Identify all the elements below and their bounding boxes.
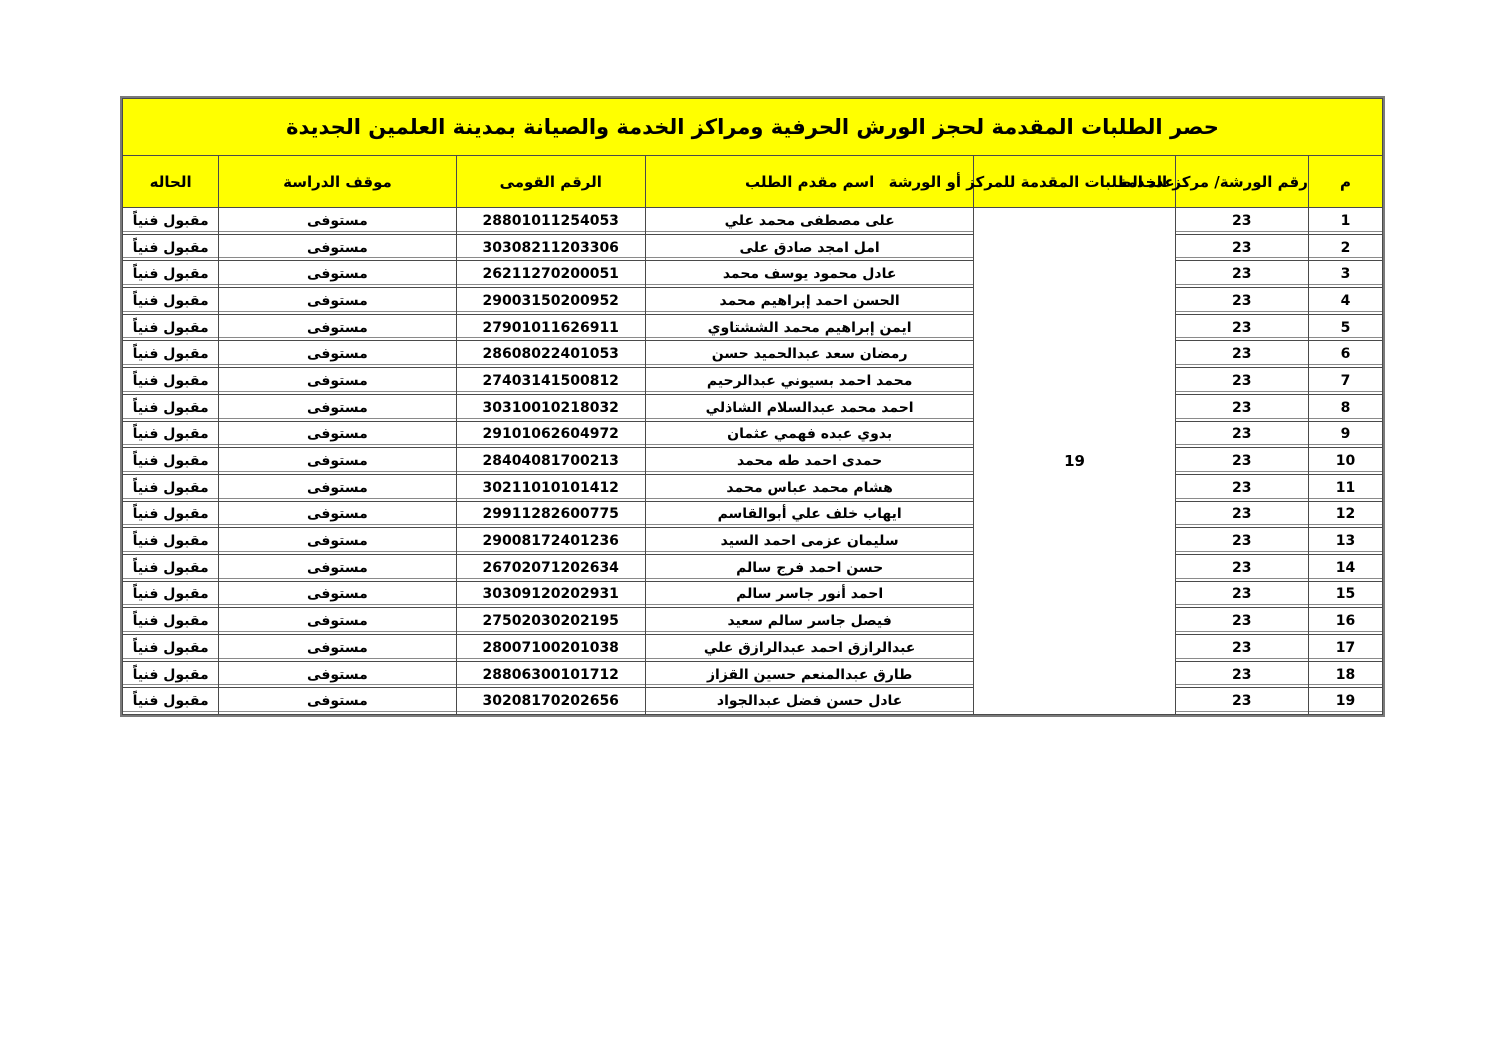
cell-status: مقبول فنياً (123, 288, 219, 315)
cell-name: ايهاب خلف علي أبوالقاسم (645, 501, 974, 528)
applications-table (122, 98, 1383, 715)
cell-name: عادل محمود يوسف محمد (645, 261, 974, 288)
cell-status: مقبول فنياً (123, 688, 219, 715)
cell-index: 12 (1308, 501, 1382, 528)
cell-study-status: مستوفى (219, 608, 456, 635)
cell-study-status: مستوفى (219, 394, 456, 421)
cell-workshop: 23 (1175, 421, 1308, 448)
cell-national-id: 29008172401236 (456, 528, 645, 555)
cell-study-status: مستوفى (219, 448, 456, 475)
cell-name: عبدالرازق احمد عبدالرازق علي (645, 635, 974, 662)
table-body (123, 208, 1383, 715)
cell-status: مقبول فنياً (123, 608, 219, 635)
cell-study-status: مستوفى (219, 314, 456, 341)
cell-national-id: 29911282600775 (456, 501, 645, 528)
table-row (123, 341, 1383, 368)
cell-national-id: 26211270200051 (456, 261, 645, 288)
table-row (123, 314, 1383, 341)
cell-national-id: 28806300101712 (456, 661, 645, 688)
cell-status: مقبول فنياً (123, 368, 219, 395)
cell-index: 7 (1308, 368, 1382, 395)
cell-study-status: مستوفى (219, 688, 456, 715)
cell-workshop: 23 (1175, 234, 1308, 261)
table-row (123, 501, 1383, 528)
cell-status: مقبول فنياً (123, 635, 219, 662)
cell-national-id: 28801011254053 (456, 208, 645, 235)
cell-status: مقبول فنياً (123, 208, 219, 235)
cell-workshop: 23 (1175, 368, 1308, 395)
cell-index: 16 (1308, 608, 1382, 635)
table-row (123, 421, 1383, 448)
cell-name: هشام محمد عباس محمد (645, 474, 974, 501)
cell-name: احمد أنور جاسر سالم (645, 581, 974, 608)
cell-study-status: مستوفى (219, 661, 456, 688)
table-row (123, 661, 1383, 688)
cell-study-status: مستوفى (219, 261, 456, 288)
cell-study-status: مستوفى (219, 368, 456, 395)
cell-status: مقبول فنياً (123, 554, 219, 581)
cell-national-id: 28608022401053 (456, 341, 645, 368)
table-row (123, 288, 1383, 315)
cell-index: 18 (1308, 661, 1382, 688)
cell-national-id: 30310010218032 (456, 394, 645, 421)
cell-index: 6 (1308, 341, 1382, 368)
cell-name: حسن احمد فرج سالم (645, 554, 974, 581)
col-header-count: عدد الطلبات المقدمة للمركز أو الورشة (974, 156, 1175, 208)
sheet-title: حصر الطلبات المقدمة لحجز الورش الحرفية ومراكز الخدمة والصيانة بمدينة العلمين الجديدة (123, 99, 1383, 156)
table-row (123, 208, 1383, 235)
cell-status: مقبول فنياً (123, 394, 219, 421)
cell-name: سليمان عزمى احمد السيد (645, 528, 974, 555)
cell-name: بدوي عبده فهمي عثمان (645, 421, 974, 448)
cell-workshop: 23 (1175, 501, 1308, 528)
cell-study-status: مستوفى (219, 208, 456, 235)
cell-workshop: 23 (1175, 554, 1308, 581)
table-row (123, 581, 1383, 608)
col-header-name: اسم مقدم الطلب (645, 156, 974, 208)
cell-study-status: مستوفى (219, 234, 456, 261)
cell-national-id: 27403141500812 (456, 368, 645, 395)
cell-study-status: مستوفى (219, 554, 456, 581)
cell-request-count: 19 (974, 208, 1175, 715)
cell-study-status: مستوفى (219, 421, 456, 448)
cell-index: 8 (1308, 394, 1382, 421)
cell-index: 14 (1308, 554, 1382, 581)
table-row (123, 688, 1383, 715)
cell-workshop: 23 (1175, 688, 1308, 715)
cell-workshop: 23 (1175, 261, 1308, 288)
cell-national-id: 26702071202634 (456, 554, 645, 581)
table-row (123, 474, 1383, 501)
cell-index: 11 (1308, 474, 1382, 501)
cell-workshop: 23 (1175, 581, 1308, 608)
col-header-study-status: موقف الدراسة (219, 156, 456, 208)
cell-name: طارق عبدالمنعم حسين القزاز (645, 661, 974, 688)
cell-status: مقبول فنياً (123, 234, 219, 261)
col-header-index: م (1308, 156, 1382, 208)
cell-index: 5 (1308, 314, 1382, 341)
table-row (123, 635, 1383, 662)
cell-name: ايمن إبراهيم محمد الششتاوي (645, 314, 974, 341)
cell-status: مقبول فنياً (123, 501, 219, 528)
cell-national-id: 30211010101412 (456, 474, 645, 501)
cell-index: 17 (1308, 635, 1382, 662)
cell-workshop: 23 (1175, 288, 1308, 315)
cell-study-status: مستوفى (219, 581, 456, 608)
cell-study-status: مستوفى (219, 635, 456, 662)
cell-name: الحسن احمد إبراهيم محمد (645, 288, 974, 315)
cell-national-id: 30309120202931 (456, 581, 645, 608)
cell-name: امل امجد صادق على (645, 234, 974, 261)
cell-index: 1 (1308, 208, 1382, 235)
col-header-national-id: الرقم القومى (456, 156, 645, 208)
header-row (123, 156, 1383, 208)
cell-name: فيصل جاسر سالم سعيد (645, 608, 974, 635)
cell-index: 4 (1308, 288, 1382, 315)
cell-workshop: 23 (1175, 608, 1308, 635)
cell-workshop: 23 (1175, 474, 1308, 501)
table-row (123, 554, 1383, 581)
cell-name: على مصطفى محمد علي (645, 208, 974, 235)
cell-index: 15 (1308, 581, 1382, 608)
cell-study-status: مستوفى (219, 288, 456, 315)
table-row (123, 234, 1383, 261)
cell-status: مقبول فنياً (123, 528, 219, 555)
cell-name: عادل حسن فضل عبدالجواد (645, 688, 974, 715)
cell-status: مقبول فنياً (123, 448, 219, 475)
table-row (123, 448, 1383, 475)
col-header-status: الحاله (123, 156, 219, 208)
table-row (123, 608, 1383, 635)
cell-workshop: 23 (1175, 208, 1308, 235)
cell-index: 9 (1308, 421, 1382, 448)
cell-national-id: 28404081700213 (456, 448, 645, 475)
cell-national-id: 28007100201038 (456, 635, 645, 662)
cell-workshop: 23 (1175, 314, 1308, 341)
cell-status: مقبول فنياً (123, 314, 219, 341)
cell-index: 13 (1308, 528, 1382, 555)
cell-name: احمد محمد عبدالسلام الشاذلي (645, 394, 974, 421)
cell-name: حمدى احمد طه محمد (645, 448, 974, 475)
cell-name: رمضان سعد عبدالحميد حسن (645, 341, 974, 368)
cell-study-status: مستوفى (219, 528, 456, 555)
applications-sheet (120, 96, 1385, 717)
cell-status: مقبول فنياً (123, 661, 219, 688)
cell-national-id: 27901011626911 (456, 314, 645, 341)
cell-workshop: 23 (1175, 394, 1308, 421)
cell-index: 10 (1308, 448, 1382, 475)
cell-national-id: 29003150200952 (456, 288, 645, 315)
cell-status: مقبول فنياً (123, 421, 219, 448)
cell-index: 3 (1308, 261, 1382, 288)
cell-workshop: 23 (1175, 341, 1308, 368)
cell-status: مقبول فنياً (123, 474, 219, 501)
cell-workshop: 23 (1175, 635, 1308, 662)
table-row (123, 368, 1383, 395)
cell-workshop: 23 (1175, 448, 1308, 475)
cell-study-status: مستوفى (219, 341, 456, 368)
table-row (123, 528, 1383, 555)
cell-national-id: 30308211203306 (456, 234, 645, 261)
col-header-workshop: رقم الورشة/ مركز الخدمة (1175, 156, 1308, 208)
cell-workshop: 23 (1175, 661, 1308, 688)
cell-status: مقبول فنياً (123, 341, 219, 368)
cell-workshop: 23 (1175, 528, 1308, 555)
cell-national-id: 29101062604972 (456, 421, 645, 448)
cell-national-id: 30208170202656 (456, 688, 645, 715)
table-row (123, 394, 1383, 421)
cell-status: مقبول فنياً (123, 261, 219, 288)
cell-study-status: مستوفى (219, 474, 456, 501)
cell-index: 19 (1308, 688, 1382, 715)
cell-name: محمد احمد بسيوني عبدالرحيم (645, 368, 974, 395)
cell-national-id: 27502030202195 (456, 608, 645, 635)
cell-study-status: مستوفى (219, 501, 456, 528)
cell-status: مقبول فنياً (123, 581, 219, 608)
cell-index: 2 (1308, 234, 1382, 261)
table-row (123, 261, 1383, 288)
